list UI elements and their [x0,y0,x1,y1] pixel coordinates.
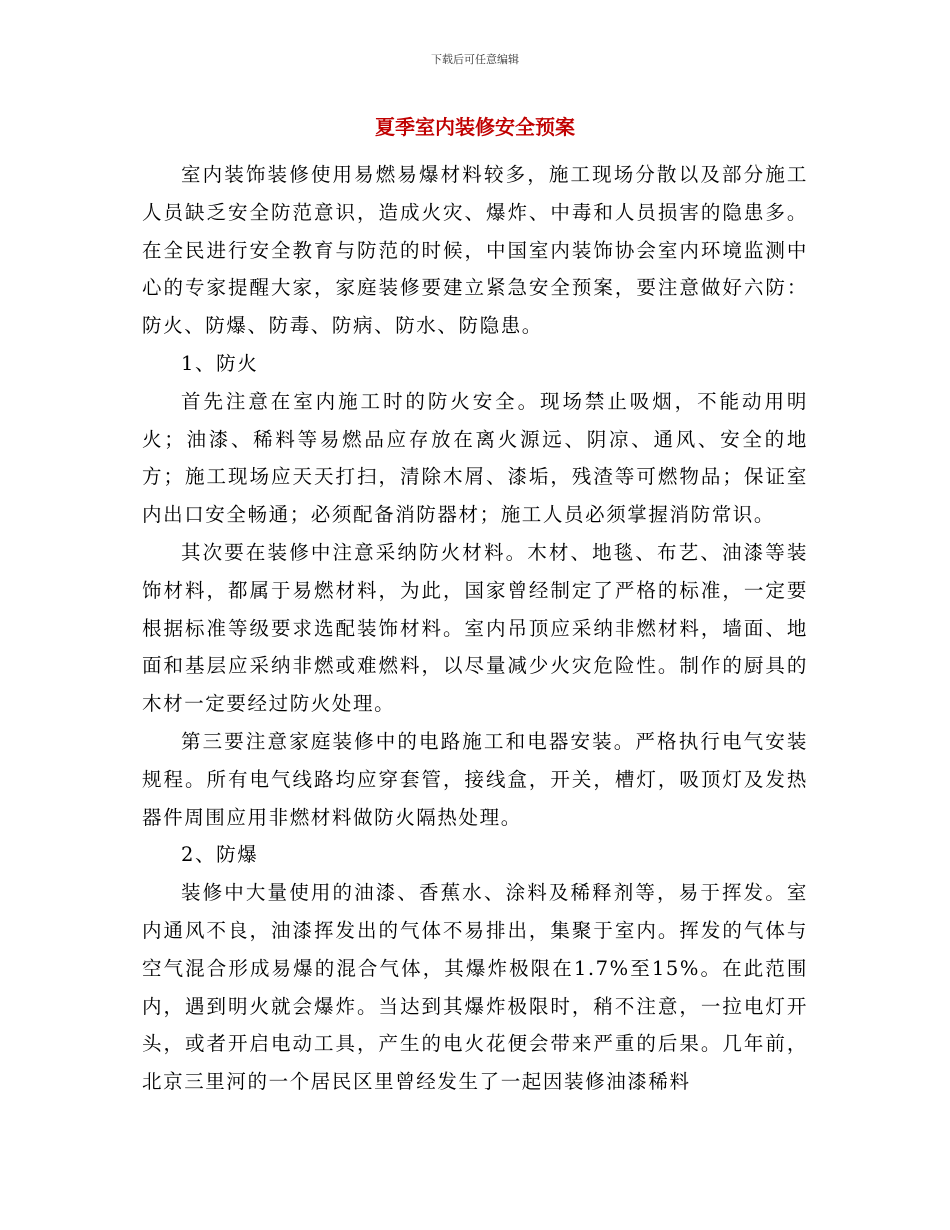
fire-paragraph-3: 第三要注意家庭装修中的电路施工和电器安装。严格执行电气安装规程。所有电气线路均应穿套管，接线盒，开关，槽灯，吸顶灯及发热器件周围应用非燃材料做防火隔热处理。 [142,729,808,829]
document-body [142,156,808,1101]
intro-paragraph: 室内装饰装修使用易燃易爆材料较多，施工现场分散以及部分施工人员缺乏安全防范意识，造成火灾、爆炸、中毒和人员损害的隐患多。在全民进行安全教育与防范的时候，中国室内装饰协会室内环境监测中心的专家提醒大家，家庭装修要建立紧急安全预案，要注意做好六防：防火、防爆、防毒、防病、防水、防隐患。 [142,163,808,338]
section-heading-fire: 1、防火 [181,351,259,375]
explosion-paragraph-1: 装修中大量使用的油漆、香蕉水、涂料及稀释剂等，易于挥发。室内通风不良，油漆挥发出的气体不易排出，集聚于室内。挥发的气体与空气混合形成易爆的混合气体，其爆炸极限在1.7%至15%。在此范围内，遇到明火就会爆炸。当达到其爆炸极限时，稍不注意，一拉电灯开头，或者开启电动工具，产生的电火花便会带来严重的后果。几年前，北京三里河的一个居民区里曾经发生了一起因装修油漆稀料 [142,881,808,1094]
fire-paragraph-2: 其次要在装修中注意采纳防火材料。木材、地毯、布艺、油漆等装饰材料，都属于易燃材料，为此，国家曾经制定了严格的标准，一定要根据标准等级要求选配装饰材料。室内吊顶应采纳非燃材料，墙面、地面和基层应采纳非燃或难燃料，以尽量减少火灾危险性。制作的厨具的木材一定要经过防火处理。 [142,540,808,716]
document-title: 夏季室内装修安全预案 [375,115,575,139]
fire-paragraph-1: 首先注意在室内施工时的防火安全。现场禁止吸烟，不能动用明火；油漆、稀料等易燃品应存放在离火源远、阴凉、通风、安全的地方；施工现场应天天打扫，清除木屑、漆垢，残渣等可燃物品；保证室内出口安全畅通；必须配备消防器材；施工人员必须掌握消防常识。 [142,389,808,527]
page-header-note: 下载后可任意编辑 [431,53,519,66]
section-heading-explosion: 2、防爆 [181,843,259,867]
